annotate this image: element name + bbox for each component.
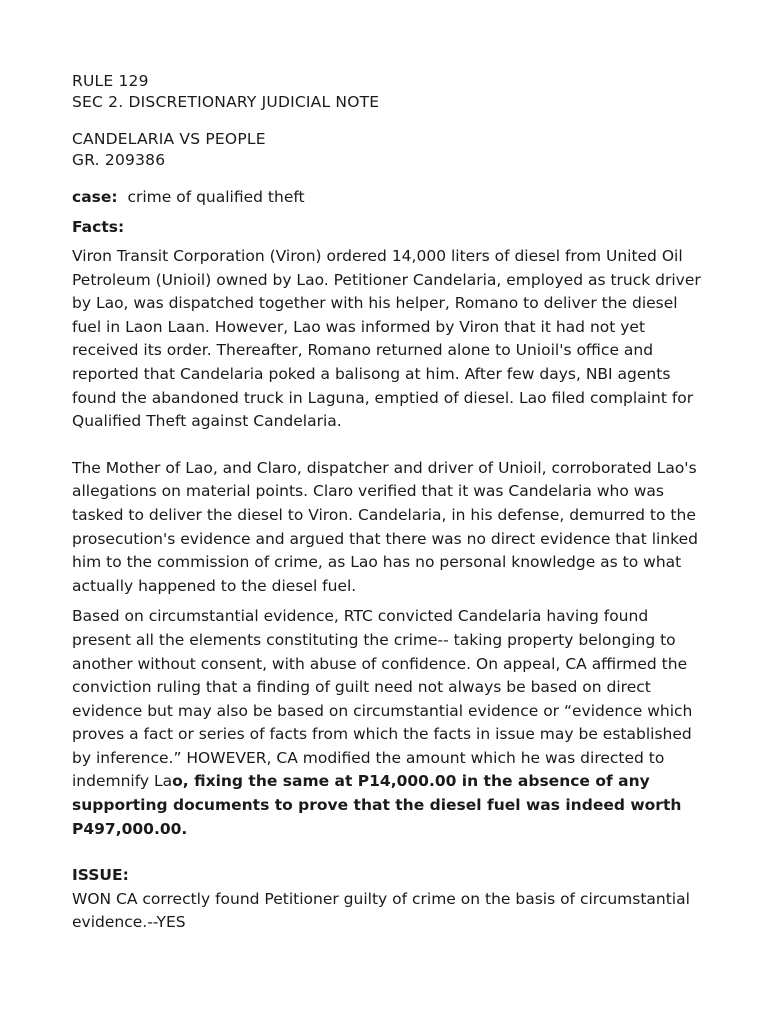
- case-name: CANDELARIA VS PEOPLE: [72, 130, 266, 148]
- facts-paragraph-1: Viron Transit Corporation (Viron) ordered 14,000 liters of diesel from United Oil Petroleum (Unioil) owned by Lao. Petitioner Candelaria, employed as truck driver by Lao, was dispatched together with his helper, Romano to deliver the diesel fuel in Laon Laan. However, Lao was informed by Viron that it had not yet received its order. Thereafter, Romano returned alone to Unioil's office and reported that Candelaria poked a balisong at him. After few days, NBI agents found the abandoned truck in Laguna, emptied of diesel. Lao filed complaint for Qualified Theft against Candelaria.: [72, 247, 701, 431]
- rule-title: RULE 129: [72, 72, 149, 90]
- facts-paragraph-2: The Mother of Lao, and Claro, dispatcher and driver of Unioil, corroborated Lao's allegations on material points. Claro verified that it was Candelaria who was tasked to deliver the diesel to Viron. Candelaria, in his defense, demurred to the prosecution's evidence and argued that there was no direct evidence that linked him to the commission of crime, as Lao has no personal knowledge as to what actually happened to the diesel fuel.: [72, 458, 698, 595]
- case-label: case:: [72, 188, 118, 206]
- facts-paragraph-3-plain: Based on circumstantial evidence, RTC convicted Candelaria having found present all the elements constituting the crime-- taking property belonging to another without consent, with abuse of confidence. On appeal, CA affirmed the conviction ruling that a finding of guilt need not always be based on direct evidence but may also be based on circumstantial evidence or “evidence which proves a fact or series of facts from which the facts in issue may be established by inference.” HOWEVER, CA modified the amount which he was directed to indemnify La: [72, 607, 693, 791]
- gr-number: GR. 209386: [72, 151, 166, 169]
- issue-text: WON CA correctly found Petitioner guilty of crime on the basis of circumstantial evidence.--YES: [72, 889, 690, 932]
- issue-heading: ISSUE:: [72, 866, 129, 885]
- case-value: crime of qualified theft: [127, 188, 305, 206]
- section-title: SEC 2. DISCRETIONARY JUDICIAL NOTE: [72, 93, 380, 111]
- facts-paragraph-3: [72, 605, 708, 841]
- facts-paragraph-3-bold: o, fixing the same at P14,000.00 in the absence of any supporting documents to prove that the diesel fuel was indeed worth P497,000.00.: [72, 772, 682, 838]
- facts-heading: Facts:: [72, 218, 125, 236]
- case-header: [72, 129, 708, 171]
- case-line: [72, 187, 708, 208]
- rule-header: [72, 71, 708, 113]
